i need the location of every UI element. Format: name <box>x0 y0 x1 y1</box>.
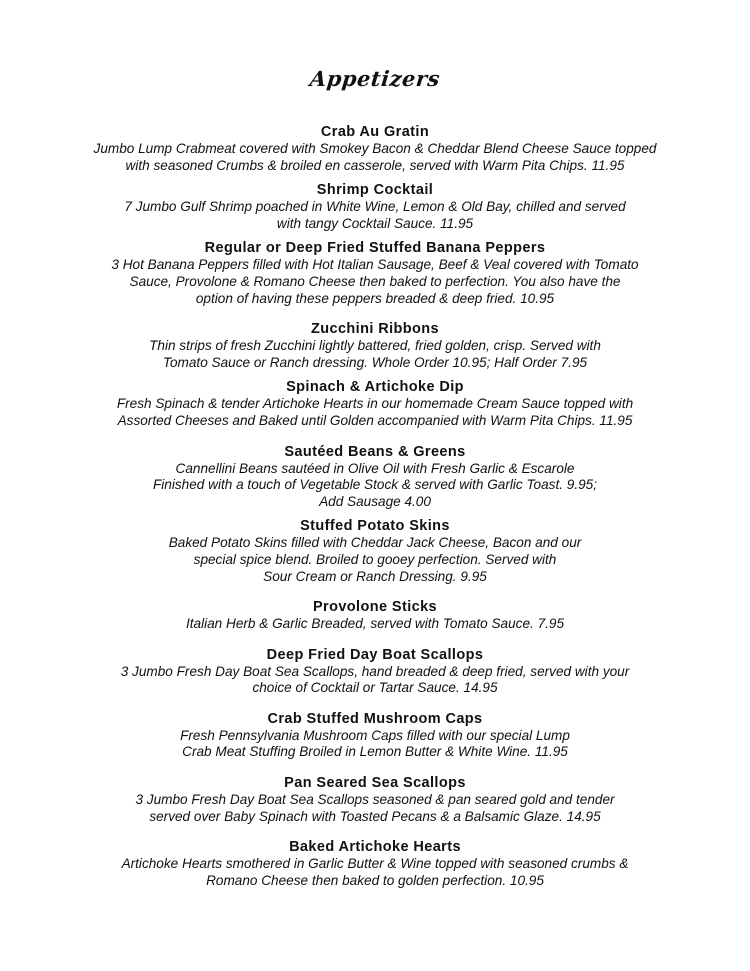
menu-item-shrimp-cocktail <box>60 181 690 232</box>
item-description: 3 Hot Banana Peppers filled with Hot Italian Sausage, Beef & Veal covered with Tomato Sauce, Provolone & Romano Cheese then baked to perfection. You also have the option of having these peppers breaded & deep fried. 10.95 <box>111 257 639 306</box>
item-name: Stuffed Potato Skins <box>300 518 450 535</box>
menu-item-crab-stuffed-mushroom-caps <box>60 710 690 761</box>
menu-item-sauteed-beans-greens <box>60 443 690 511</box>
item-name: Pan Seared Sea Scallops <box>284 775 466 792</box>
appetizer-menu <box>60 123 690 889</box>
menu-item-provolone-sticks <box>60 598 690 633</box>
item-description: Jumbo Lump Crabmeat covered with Smokey Bacon & Cheddar Blend Cheese Sauce topped with seasoned Crumbs & broiled en casserole, served with Warm Pita Chips. 11.95 <box>93 141 657 173</box>
item-description: Baked Potato Skins filled with Cheddar Jack Cheese, Bacon and our special spice blend. Broiled to gooey perfection. Served with Sour Cream or Ranch Dressing. 9.95 <box>168 535 582 584</box>
menu-item-crab-au-gratin <box>60 123 690 174</box>
item-name: Sautéed Beans & Greens <box>284 443 466 460</box>
menu-item-deep-fried-scallops <box>60 646 690 697</box>
menu-item-stuffed-potato-skins <box>60 517 690 585</box>
item-description: Fresh Spinach & tender Artichoke Hearts in our homemade Cream Sauce topped with Assorted Cheeses and Baked until Golden accompanied with Warm Pita Chips. 11.95 <box>116 396 634 428</box>
item-name: Shrimp Cocktail <box>316 182 434 199</box>
item-description: 3 Jumbo Fresh Day Boat Sea Scallops, hand breaded & deep fried, served with your choice of Cocktail or Tartar Sauce. 14.95 <box>120 663 630 696</box>
item-name: Crab Au Gratin <box>320 124 430 140</box>
item-description: Cannellini Beans sautéed in Olive Oil with Fresh Garlic & Escarole Finished with a touch of Vegetable Stock & served with Garlic Toast. 9.95; Add Sausage 4.00 <box>152 460 598 509</box>
item-description: Fresh Pennsylvania Mushroom Caps filled with our special Lump Crab Meat Stuffing Broiled in Lemon Butter & White Wine. 11.95 <box>180 727 570 760</box>
menu-item-pan-seared-scallops <box>60 774 690 825</box>
item-name: Deep Fried Day Boat Scallops <box>266 646 484 663</box>
menu-item-zucchini-ribbons <box>60 320 690 371</box>
item-name: Zucchini Ribbons <box>310 321 440 338</box>
item-description: Thin strips of fresh Zucchini lightly battered, fried golden, crisp. Served with Tomato Sauce or Ranch dressing. Whole Order 10.95; Half Order 7.95 <box>149 338 601 370</box>
item-name: Provolone Sticks <box>312 599 438 616</box>
item-description: 3 Jumbo Fresh Day Boat Sea Scallops seasoned & pan seared gold and tender served over Baby Spinach with Toasted Pecans & a Balsamic Glaze. 14.95 <box>135 792 615 824</box>
item-name: Spinach & Artichoke Dip <box>286 379 464 396</box>
menu-item-spinach-artichoke-dip <box>60 378 690 429</box>
item-name: Regular or Deep Fried Stuffed Banana Peppers <box>204 240 546 257</box>
item-name: Crab Stuffed Mushroom Caps <box>267 710 483 727</box>
menu-item-stuffed-banana-peppers <box>60 239 690 307</box>
item-description: 7 Jumbo Gulf Shrimp poached in White Wine, Lemon & Old Bay, chilled and served with tangy Cocktail Sauce. 11.95 <box>124 199 626 231</box>
item-description: Italian Herb & Garlic Breaded, served with Tomato Sauce. 7.95 <box>185 616 565 632</box>
item-description: Artichoke Hearts smothered in Garlic Butter & Wine topped with seasoned crumbs & Romano Cheese then baked to golden perfection. 10.95 <box>121 856 629 888</box>
page-title: Appetizers <box>308 66 442 91</box>
item-name: Baked Artichoke Hearts <box>289 839 461 856</box>
menu-item-baked-artichoke-hearts <box>60 838 690 889</box>
